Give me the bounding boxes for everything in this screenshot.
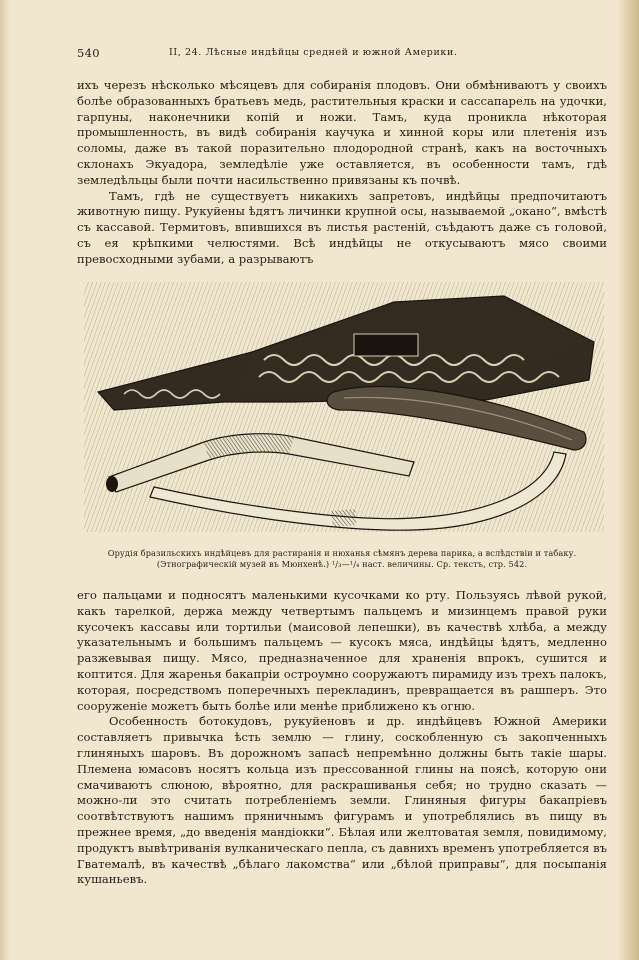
page-right-shadow	[617, 0, 639, 960]
paragraph: ихъ черезъ нѣсколько мѣсяцевъ для собиранія плодовъ. Они обмѣниваютъ у своихъ болѣе образованныхъ братьевъ медь, растительныя краски и сассапарель на удочки, гарпуны, наконечники копій и ножи. Тамъ, куда проникла нѣкоторая промышленность, въ видѣ собиранія каучука и хинной коры или плетенія изъ соломы, даже въ такой поразительно плодородной странѣ, какъ на восточныхъ склонахъ Экуадора, земледѣліе уже оставляется, въ особенности тамъ, гдѣ земледѣльцы были почти насильственно привязаны къ почвѣ.	[77, 78, 607, 187]
bottom-text-block	[77, 588, 607, 888]
page-left-shadow	[0, 0, 10, 960]
paragraph: Особенность ботокудовъ, рукуйеновъ и др. индѣйцевъ Южной Америки составляетъ привычка ѣсть землю — глину, соскобленную съ закопченныхъ глиняныхъ шаровъ. Въ дорожномъ запасѣ непремѣнно должны быть такіе шары. Племена юмасовъ носятъ кольца изъ прессованной глины на поясѣ, которую они смачиваютъ слюною, вѣроятно, для раскрашиванья себя; но трудно сказать — можно-ли это считать потребленіемъ земли. Глиняныя фигуры бакапріевъ соотвѣтствуютъ нашимъ пряничнымъ фигурамъ и употреблялись въ пищу въ прежнее время, „до введенія мандіокки“. Бѣлая или желтоватая земля, повидимому, продуктъ вывѣтриванія вулканическаго пепла, съ давнихъ временъ употребляется въ Гватемалѣ, въ качествѣ „бѣлаго лакомства“ или „бѣлой приправы“, для посыпанія кушаньевъ.	[77, 714, 607, 887]
paragraph: его пальцами и подносятъ маленькими кусочками ко рту. Пользуясь лѣвой рукой, какъ тарелкой, держа между четвертымъ пальцемъ и мизинцемъ правой руки кусочекъ кассавы или тортильи (маисовой лепешки), въ качествѣ хлѣба, а между указательнымъ и большимъ пальцемъ — кусокъ мяса, индѣйцы ѣдятъ, медленно разжевывая пищу. Мясо, предназначенное для храненія впрокъ, сушится и коптится. Для жаренья бакапріи остроумно сооружаютъ пирамиду изъ трехъ палокъ, которая, посредствомъ поперечныхъ перекладинъ, превращается въ рашперъ. Это сооруженіе можетъ быть болѣе или менѣе приближено къ огню.	[77, 588, 607, 713]
paragraph: Тамъ, гдѣ не существуетъ никакихъ запретовъ, индѣйцы предпочитаютъ животную пищу. Рукуйены ѣдятъ личинки крупной осы, называемой „окано“, вмѣстѣ съ кассавой. Термитовъ, впившихся въ листья растеній, съѣдаютъ даже съ головой, съ ея крѣпкими челюстями. Всѣ индѣйцы не откусываютъ мясо своими превосходными зубами, а разрываютъ	[77, 188, 607, 266]
page-number: 540	[77, 46, 100, 60]
figure-caption: Орудія бразильскихъ индѣйцевъ для растиранія и нюханья сѣмянъ дерева парика, а вслѣдствіи и табаку. (Этнографическій музей въ Мюнхенѣ.) ¹/₃—¹/₄ наст. величины. Ср. текстъ, стр. 542.	[107, 548, 577, 569]
page-header	[77, 46, 607, 64]
engraving-illustration	[84, 282, 604, 532]
running-title: II, 24. Лѣсные индѣйцы средней и южной Америки.	[169, 47, 458, 58]
top-text-block	[77, 78, 607, 268]
